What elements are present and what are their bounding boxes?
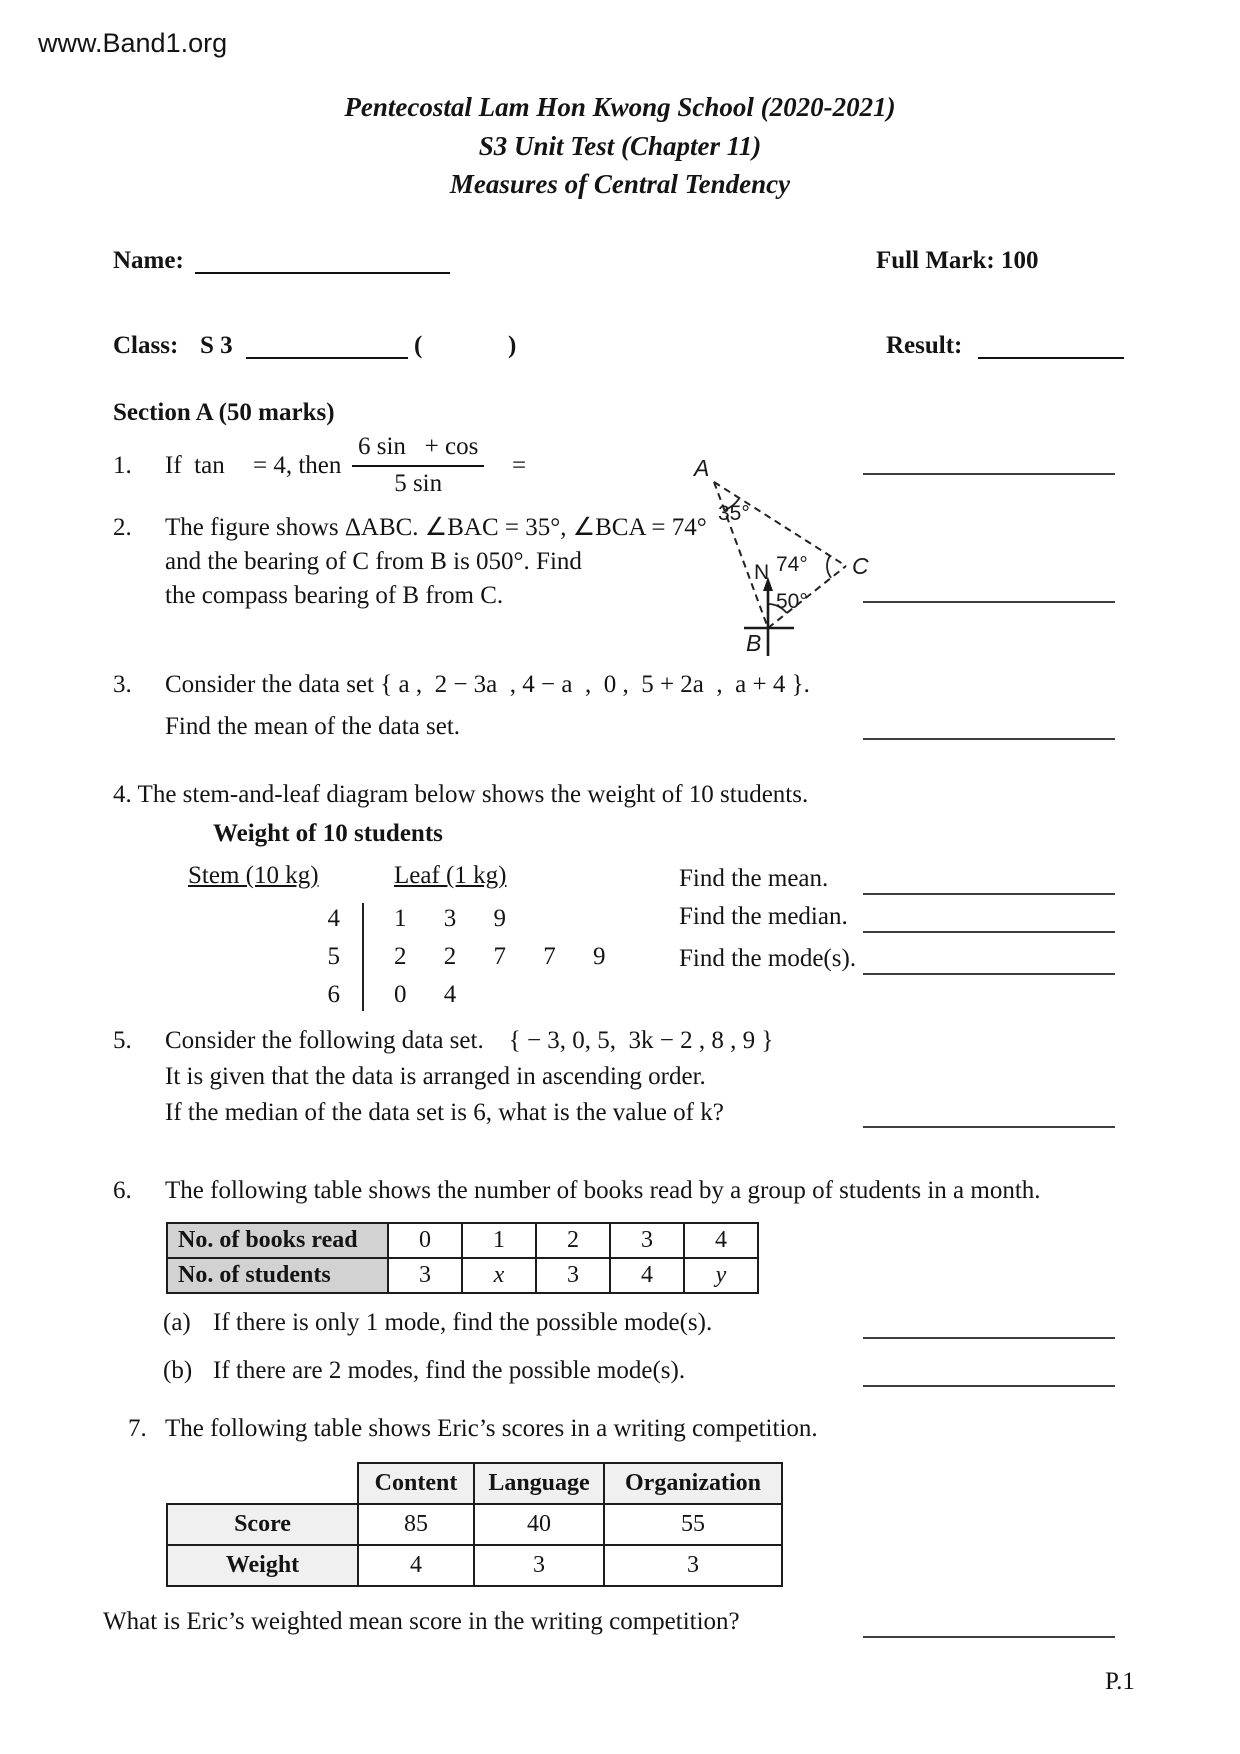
q4-intro: 4. The stem-and-leaf diagram below shows the weight of 10 students.: [113, 781, 809, 808]
leaf-values: 1 3 9: [394, 905, 506, 932]
q3-line2: Find the mean of the data set.: [165, 713, 461, 740]
books-read-table: [166, 1222, 759, 1294]
page-title-test: S3 Unit Test (Chapter 11): [478, 131, 762, 161]
q5-line1: Consider the following data set. { − 3, 0, 5, 3k − 2 , 8 , 9 }: [165, 1027, 774, 1054]
q6-number: 6.: [113, 1177, 132, 1204]
q4-mean-answer-blank: [863, 893, 1115, 895]
q2-line3: the compass bearing of B from C.: [165, 582, 504, 609]
bearing-triangle-figure: [672, 450, 882, 675]
q5-number: 5.: [113, 1027, 132, 1054]
q1-fraction: [352, 433, 484, 498]
leaf-values: 2 2 7 7 9: [394, 943, 606, 970]
students-value: 3: [388, 1258, 462, 1293]
result-label: Result:: [886, 332, 963, 359]
page-title-topic: Measures of Central Tendency: [449, 169, 791, 199]
stem-value: 6: [327, 981, 340, 1008]
table-row: [167, 1258, 758, 1293]
q1-fraction-denominator: 5 sin: [394, 470, 443, 497]
weight-value: 3: [604, 1545, 782, 1586]
books-value: 3: [610, 1223, 684, 1258]
q4-stem-header: Stem (10 kg): [188, 862, 319, 889]
angle-arc-c: [827, 556, 831, 578]
vertex-a-label: A: [694, 455, 710, 481]
class-blank-line: [246, 357, 408, 359]
class-label: Class:: [113, 332, 179, 359]
weight-value: 4: [358, 1545, 474, 1586]
q7-number: 7.: [128, 1415, 147, 1442]
q6-part-a-label: (a): [163, 1309, 191, 1336]
q4-task-mean: Find the mean.: [679, 865, 829, 892]
col-header: Language: [474, 1463, 604, 1504]
q6-part-b-label: (b): [163, 1357, 193, 1384]
table-row: [167, 1545, 782, 1586]
table-row: [167, 1223, 758, 1258]
empty-corner-cell: [167, 1463, 358, 1504]
page-title-school: Pentecostal Lam Hon Kwong School (2020-2021): [344, 92, 896, 122]
q3-answer-blank: [863, 738, 1115, 740]
q2-number: 2.: [113, 514, 132, 541]
students-value: x: [462, 1258, 536, 1293]
q4-median-answer-blank: [863, 931, 1115, 933]
q4-task-mode: Find the mode(s).: [679, 945, 857, 972]
q2-line2: and the bearing of C from B is 050°. Find: [165, 548, 582, 575]
leaf-values: 0 4: [394, 981, 457, 1008]
row-label-score: Score: [167, 1504, 358, 1545]
angle-a-value: 35°: [718, 502, 750, 525]
q6a-answer-blank: [863, 1337, 1115, 1339]
stem-value: 4: [327, 905, 340, 932]
score-value: 85: [358, 1504, 474, 1545]
class-value: S 3: [200, 332, 233, 359]
col-header: Content: [358, 1463, 474, 1504]
stem-leaf-row: [278, 900, 606, 938]
students-value: y: [684, 1258, 758, 1293]
class-paren-open: (: [414, 332, 423, 359]
name-blank-line: [195, 272, 450, 274]
books-value: 0: [388, 1223, 462, 1258]
name-label: Name:: [113, 247, 184, 274]
q5-line3: If the median of the data set is 6, what is the value of k?: [165, 1099, 724, 1126]
angle-c-value: 74°: [776, 553, 808, 576]
stem-leaf-row: [278, 976, 606, 1014]
books-value: 2: [536, 1223, 610, 1258]
q1-equals-4: = 4, then: [253, 452, 342, 479]
students-value: 3: [536, 1258, 610, 1293]
class-paren-close: ): [508, 332, 517, 359]
q1-answer-blank: [863, 473, 1115, 475]
score-value: 40: [474, 1504, 604, 1545]
q6-part-b-text: If there are 2 modes, find the possible mode(s).: [213, 1357, 686, 1384]
q3-line1: Consider the data set { a , 2 − 3a , 4 − a , 0 , 5 + 2a , a + 4 }.: [165, 671, 810, 698]
students-value: 4: [610, 1258, 684, 1293]
q1-fraction-numerator: 6 sin + cos: [352, 433, 484, 467]
books-value: 4: [684, 1223, 758, 1258]
q4-task-median: Find the median.: [679, 903, 848, 930]
q3-number: 3.: [113, 671, 132, 698]
q1-equals: =: [512, 452, 527, 479]
stem-and-leaf-diagram: [278, 900, 606, 1014]
score-value: 55: [604, 1504, 782, 1545]
stem-leaf-divider: [362, 903, 364, 1011]
q5-answer-blank: [863, 1126, 1115, 1128]
vertex-c-label: C: [852, 553, 869, 579]
row-header-books: No. of books read: [167, 1223, 388, 1258]
q6-part-a-text: If there is only 1 mode, find the possible mode(s).: [213, 1309, 713, 1336]
weight-value: 3: [474, 1545, 604, 1586]
q7-intro: The following table shows Eric’s scores in a writing competition.: [165, 1415, 818, 1442]
angle-b-value: 50°: [776, 590, 808, 613]
q6b-answer-blank: [863, 1385, 1115, 1387]
books-value: 1: [462, 1223, 536, 1258]
q5-line2: It is given that the data is arranged in ascending order.: [165, 1063, 706, 1090]
row-header-students: No. of students: [167, 1258, 388, 1293]
stem-value: 5: [327, 943, 340, 970]
site-watermark: www.Band1.org: [38, 28, 228, 58]
row-label-weight: Weight: [167, 1545, 358, 1586]
q7-answer-blank: [863, 1636, 1115, 1638]
full-mark-label: Full Mark: 100: [876, 247, 1039, 274]
q1-number: 1.: [113, 452, 132, 479]
col-header: Organization: [604, 1463, 782, 1504]
q1-if-tan: If tan: [165, 452, 225, 479]
q4-mode-answer-blank: [863, 973, 1115, 975]
vertex-b-label: B: [746, 630, 762, 656]
q2-line1: The figure shows ΔABC. ∠BAC = 35°, ∠BCA = 74°: [165, 514, 707, 541]
q7-question: What is Eric’s weighted mean score in the writing competition?: [103, 1608, 740, 1635]
q4-leaf-header: Leaf (1 kg): [394, 862, 507, 889]
writing-scores-table: [166, 1462, 783, 1587]
result-blank-line: [978, 357, 1124, 359]
north-label: N: [754, 561, 770, 584]
q4-chart-title: Weight of 10 students: [213, 820, 443, 847]
stem-leaf-row: [278, 938, 606, 976]
table-row: [167, 1504, 782, 1545]
q2-answer-blank: [863, 601, 1115, 603]
section-a-heading: Section A (50 marks): [113, 399, 335, 426]
q6-intro: The following table shows the number of books read by a group of students in a month.: [165, 1177, 1041, 1204]
page-number: P.1: [1105, 1668, 1135, 1695]
table-row: [167, 1463, 782, 1504]
